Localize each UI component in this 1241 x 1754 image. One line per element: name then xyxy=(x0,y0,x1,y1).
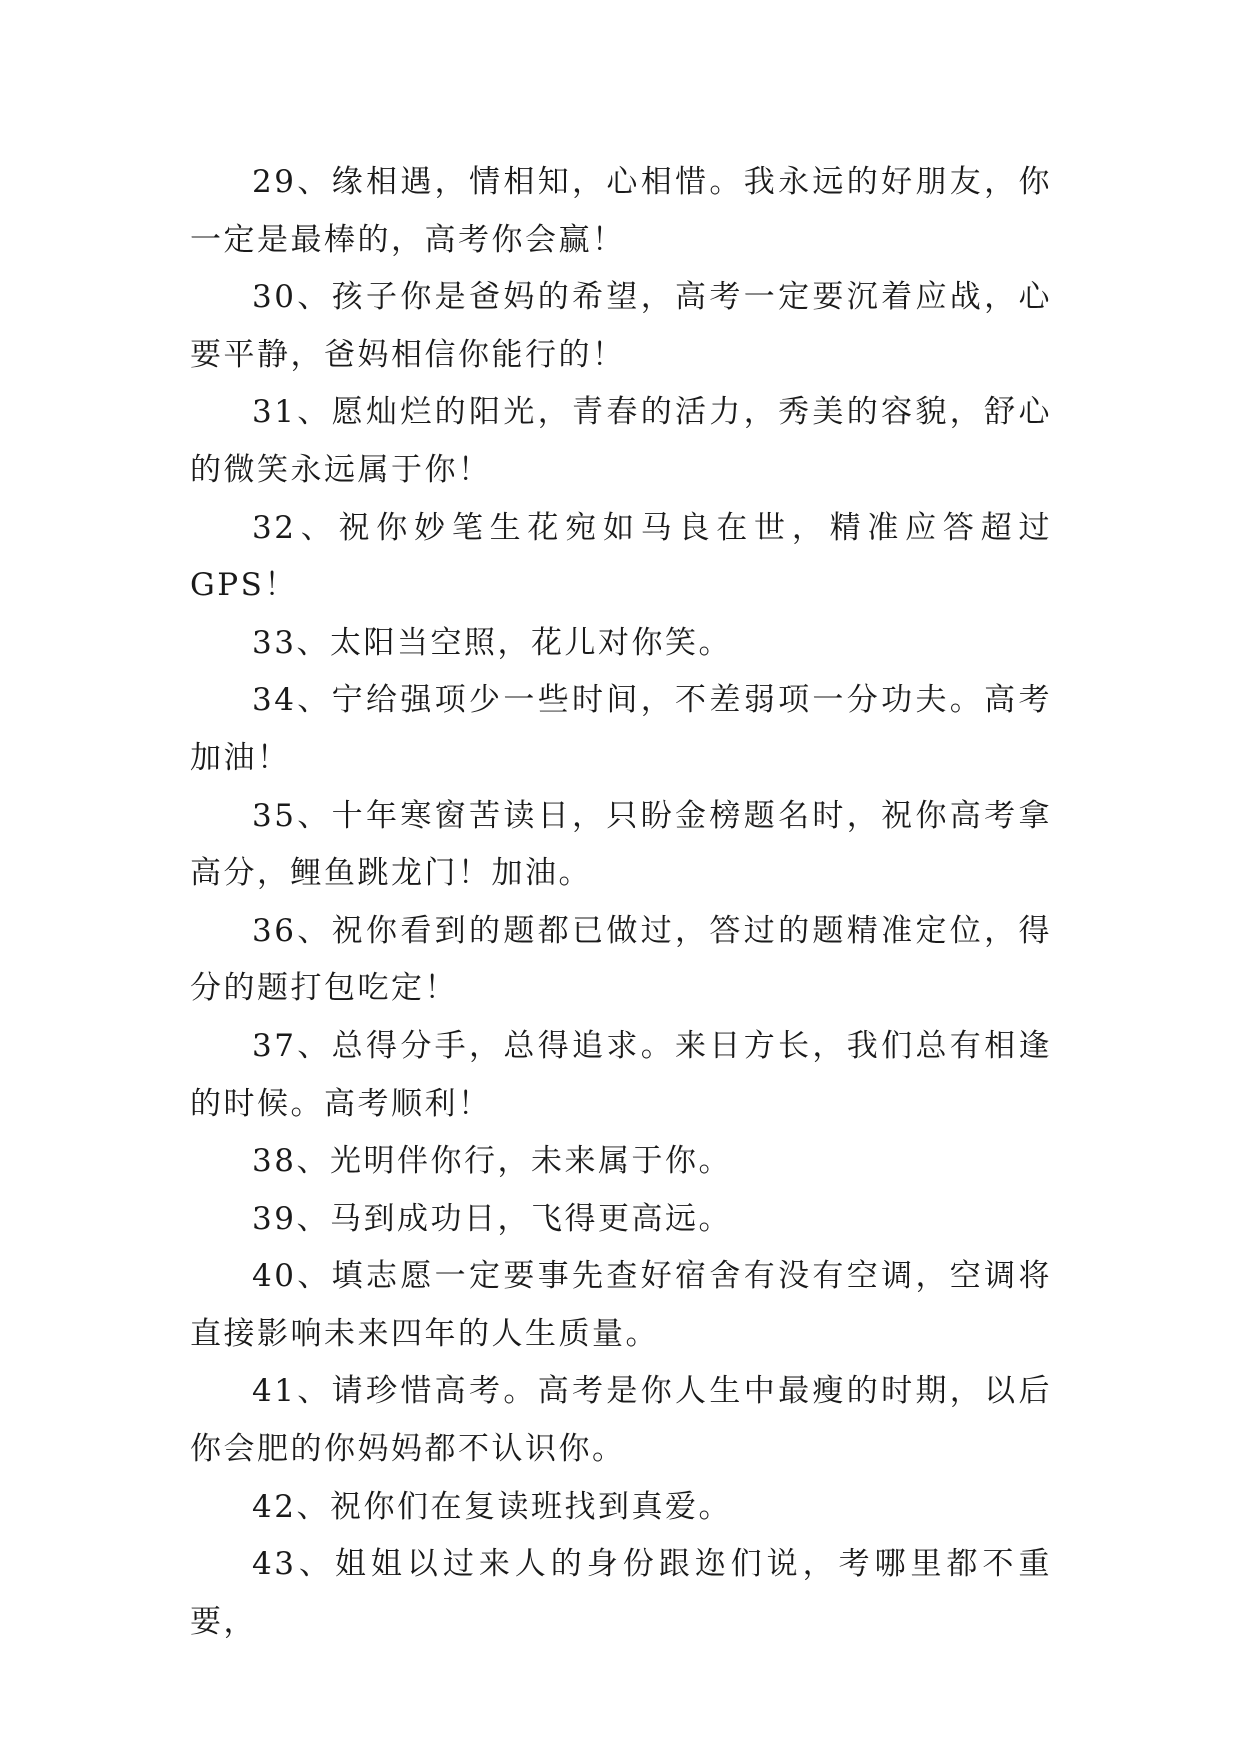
paragraph-29: 29、缘相遇，情相知，心相惜。我永远的好朋友，你一定是最棒的，高考你会赢！ xyxy=(190,164,1052,258)
paragraph-36: 36、祝你看到的题都已做过，答过的题精准定位，得分的题打包吃定！ xyxy=(190,912,1052,1007)
paragraph-34: 34、宁给强项少一些时间，不差弱项一分功夫。高考加油！ xyxy=(190,682,1052,776)
paragraph-32: 32、祝你妙笔生花宛如马良在世，精准应答超过GPS！ xyxy=(190,509,1052,604)
paragraph-33: 33、太阳当空照，花儿对你笑。 xyxy=(252,624,732,661)
paragraph-41: 41、请珍惜高考。高考是你人生中最瘦的时期，以后你会肥的你妈妈都不认识你。 xyxy=(190,1373,1052,1468)
paragraph-39: 39、马到成功日，飞得更高远。 xyxy=(252,1200,732,1237)
paragraph-42: 42、祝你们在复读班找到真爱。 xyxy=(252,1488,732,1525)
paragraph-35: 35、十年寒窗苦读日，只盼金榜题名时，祝你高考拿高分，鲤鱼跳龙门！加油。 xyxy=(190,797,1052,892)
paragraph-43: 43、姐姐以过来人的身份跟迩们说，考哪里都不重要， xyxy=(190,1546,1052,1640)
document-body xyxy=(190,154,1052,1651)
paragraph-38: 38、光明伴你行，未来属于你。 xyxy=(252,1143,732,1180)
paragraph-37: 37、总得分手，总得追求。来日方长，我们总有相逢的时候。高考顺利！ xyxy=(190,1027,1052,1122)
paragraph-40: 40、填志愿一定要事先查好宿舍有没有空调，空调将直接影响未来四年的人生质量。 xyxy=(190,1258,1052,1352)
paragraph-31: 31、愿灿烂的阳光，青春的活力，秀美的容貌，舒心的微笑永远属于你！ xyxy=(190,394,1052,488)
paragraph-30: 30、孩子你是爸妈的希望，高考一定要沉着应战，心要平静，爸妈相信你能行的！ xyxy=(190,279,1052,373)
